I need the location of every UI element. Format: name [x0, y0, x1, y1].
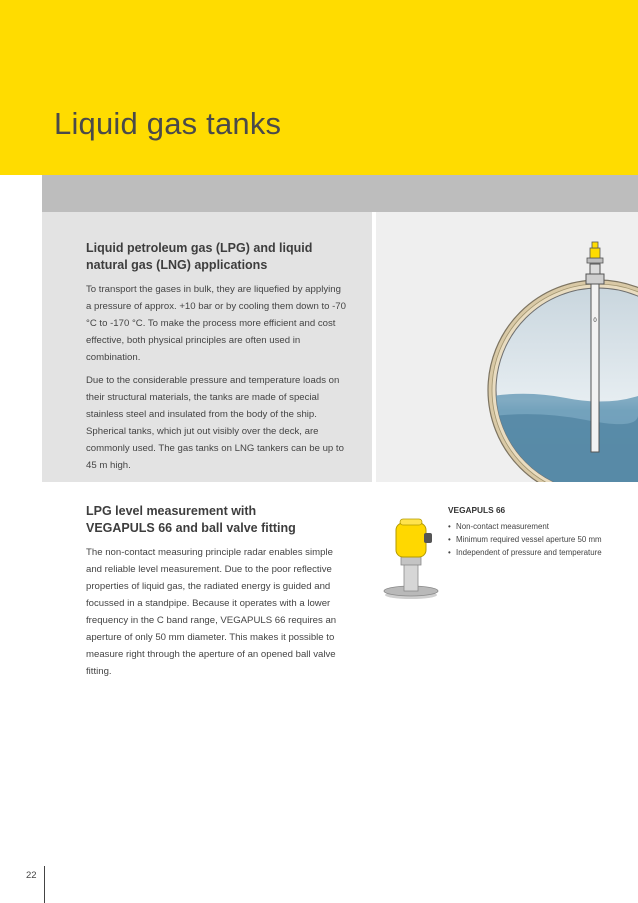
svg-text:0: 0	[593, 318, 597, 324]
lpg-measurement-heading-line1: LPG level measurement with	[86, 504, 257, 518]
product-info-box	[448, 505, 633, 560]
bullet-icon: •	[448, 535, 451, 544]
lpg-lng-section	[86, 240, 348, 480]
page-title: Liquid gas tanks	[54, 106, 282, 141]
lpg-measurement-section	[86, 503, 348, 686]
radar-sensor-icon	[380, 515, 442, 600]
lpg-measurement-heading-line2: VEGAPULS 66 and ball valve fitting	[86, 521, 296, 535]
spherical-tank-illustration	[376, 212, 638, 482]
tank-illustration	[376, 212, 638, 482]
vegapuls-66-photo	[380, 515, 442, 600]
product-name: VEGAPULS 66	[448, 505, 506, 515]
bullet-icon: •	[448, 522, 451, 531]
lpg-measurement-paragraph: The non-contact measuring principle radar enables simple and reliable level measurement. Due to the poor reflective properties of liquid gas, the radiated energy is guided and focussed in a standpipe. Because it operates with a lower frequency in the C band range, VEGAPULS 66 requires an aperture of only 50 mm diameter. This makes it possible to measure right through the aperture of an opened ball valve fitting.	[86, 547, 337, 677]
product-feature-list	[448, 521, 633, 559]
lpg-lng-heading	[86, 240, 348, 274]
product-feature: • Minimum required vessel aperture 50 mm	[448, 535, 602, 544]
lpg-lng-paragraph-1: To transport the gases in bulk, they are liquefied by applying a pressure of approx. +10 bar or by cooling them down to -70 °C to -170 °C. To make the process more efficient and cost effective, both physical principles are often used in combination.	[86, 284, 346, 363]
yellow-header-band	[0, 0, 638, 175]
page-number: 22	[26, 870, 37, 881]
lpg-lng-paragraph-2: Due to the considerable pressure and temperature loads on their structural materials, the tanks are made of special stainless steel and insulated from the body of the ship. Spherical tanks, which jut out visibly over the deck, are commonly used. The gas tanks on LNG tankers can be up to 45 m high.	[86, 375, 344, 471]
product-feature: • Independent of pressure and temperature	[448, 548, 602, 557]
page-number-rule	[44, 866, 45, 903]
product-feature: • Non-contact measurement	[448, 522, 549, 531]
lpg-lng-heading-line1: Liquid petroleum gas (LPG) and liquid	[86, 241, 313, 255]
grey-header-strip	[42, 175, 638, 212]
bullet-icon: •	[448, 548, 451, 557]
lpg-measurement-heading	[86, 503, 348, 537]
lpg-lng-heading-line2: natural gas (LNG) applications	[86, 258, 268, 272]
